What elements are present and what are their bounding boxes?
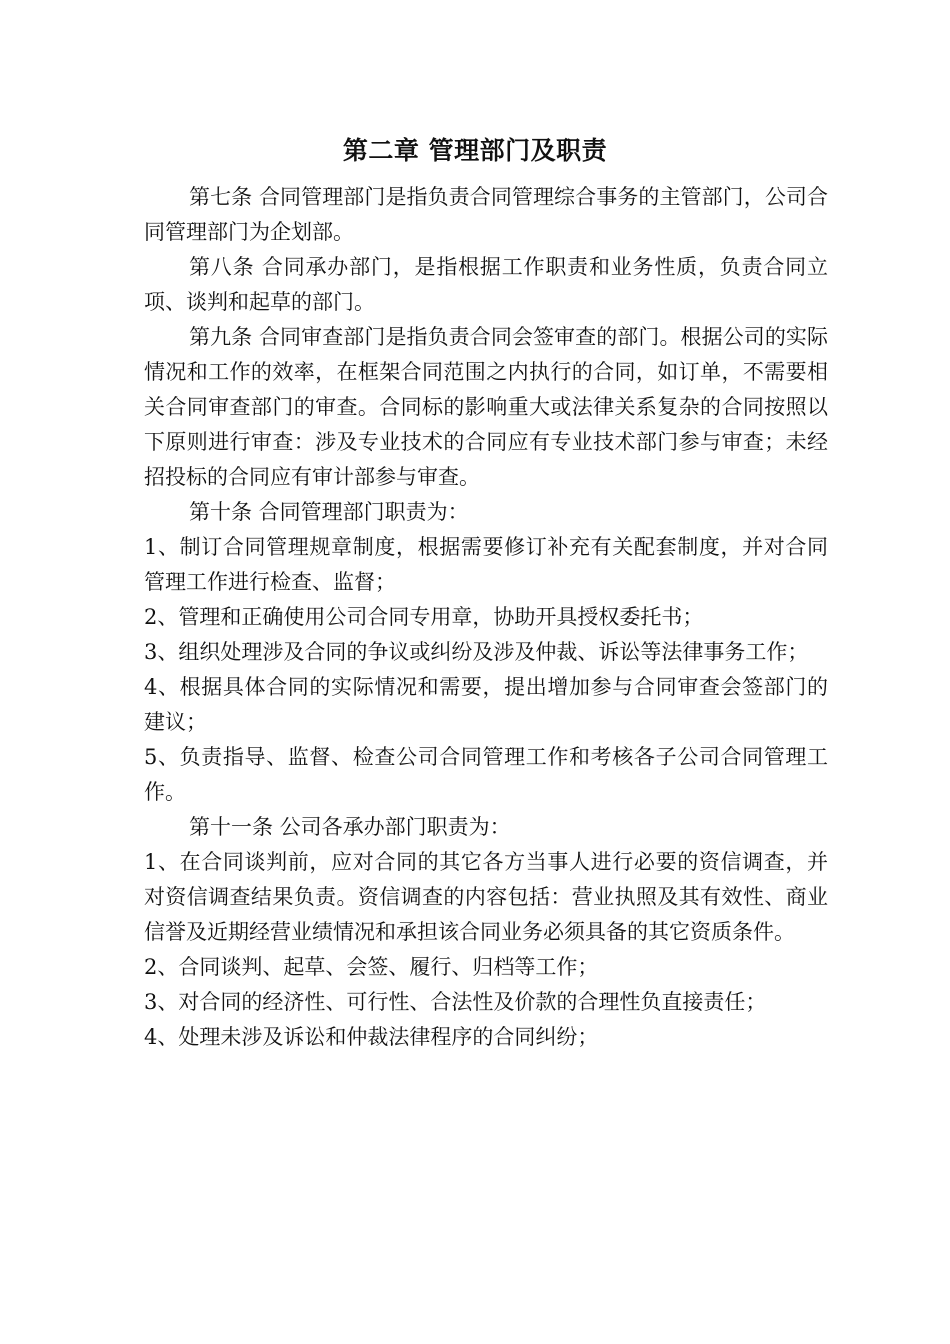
article-11-item-2: 2、合同谈判、起草、会签、履行、归档等工作； (144, 955, 599, 979)
article-7: 第七条 合同管理部门是指负责合同管理综合事务的主管部门，公司合同管理部门为企划部。 (144, 185, 828, 244)
article-11-item-3: 3、对合同的经济性、可行性、合法性及价款的合理性负直接责任； (144, 990, 767, 1014)
article-10-item-2: 2、管理和正确使用公司合同专用章，协助开具授权委托书； (144, 605, 704, 629)
chapter-title: 第二章 管理部门及职责 (342, 136, 608, 165)
article-10-item-5: 5、负责指导、监督、检查公司合同管理工作和考核各子公司合同管理工作。 (144, 745, 828, 804)
article-8: 第八条 合同承办部门，是指根据工作职责和业务性质，负责合同立项、谈判和起草的部门。 (144, 255, 828, 314)
article-11-item-4: 4、处理未涉及诉讼和仲裁法律程序的合同纠纷； (144, 1025, 599, 1049)
article-10-item-4: 4、根据具体合同的实际情况和需要，提出增加参与合同审查会签部门的建议； (144, 675, 828, 734)
article-11-item-1: 1、在合同谈判前，应对合同的其它各方当事人进行必要的资信调查，并对资信调查结果负责。资信调查的内容包括：营业执照及其有效性、商业信誉及近期经营业绩情况和承担该合同业务必须具备的其它资质条件。 (144, 850, 828, 944)
article-11-heading: 第十一条 公司各承办部门职责为： (189, 815, 511, 839)
article-9: 第九条 合同审查部门是指负责合同会签审查的部门。根据公司的实际情况和工作的效率，在框架合同范围之内执行的合同，如订单，不需要相关合同审查部门的审查。合同标的影响重大或法律关系复杂的合同按照以下原则进行审查：涉及专业技术的合同应有专业技术部门参与审查；未经招投标的合同应有审计部参与审查。 (144, 325, 828, 489)
document-body (144, 180, 828, 1055)
article-10-item-1: 1、制订合同管理规章制度，根据需要修订补充有关配套制度，并对合同管理工作进行检查、监督； (144, 535, 828, 594)
article-10-item-3: 3、组织处理涉及合同的争议或纠纷及涉及仲裁、诉讼等法律事务工作； (144, 640, 809, 664)
article-10-heading: 第十条 合同管理部门职责为： (189, 500, 469, 524)
